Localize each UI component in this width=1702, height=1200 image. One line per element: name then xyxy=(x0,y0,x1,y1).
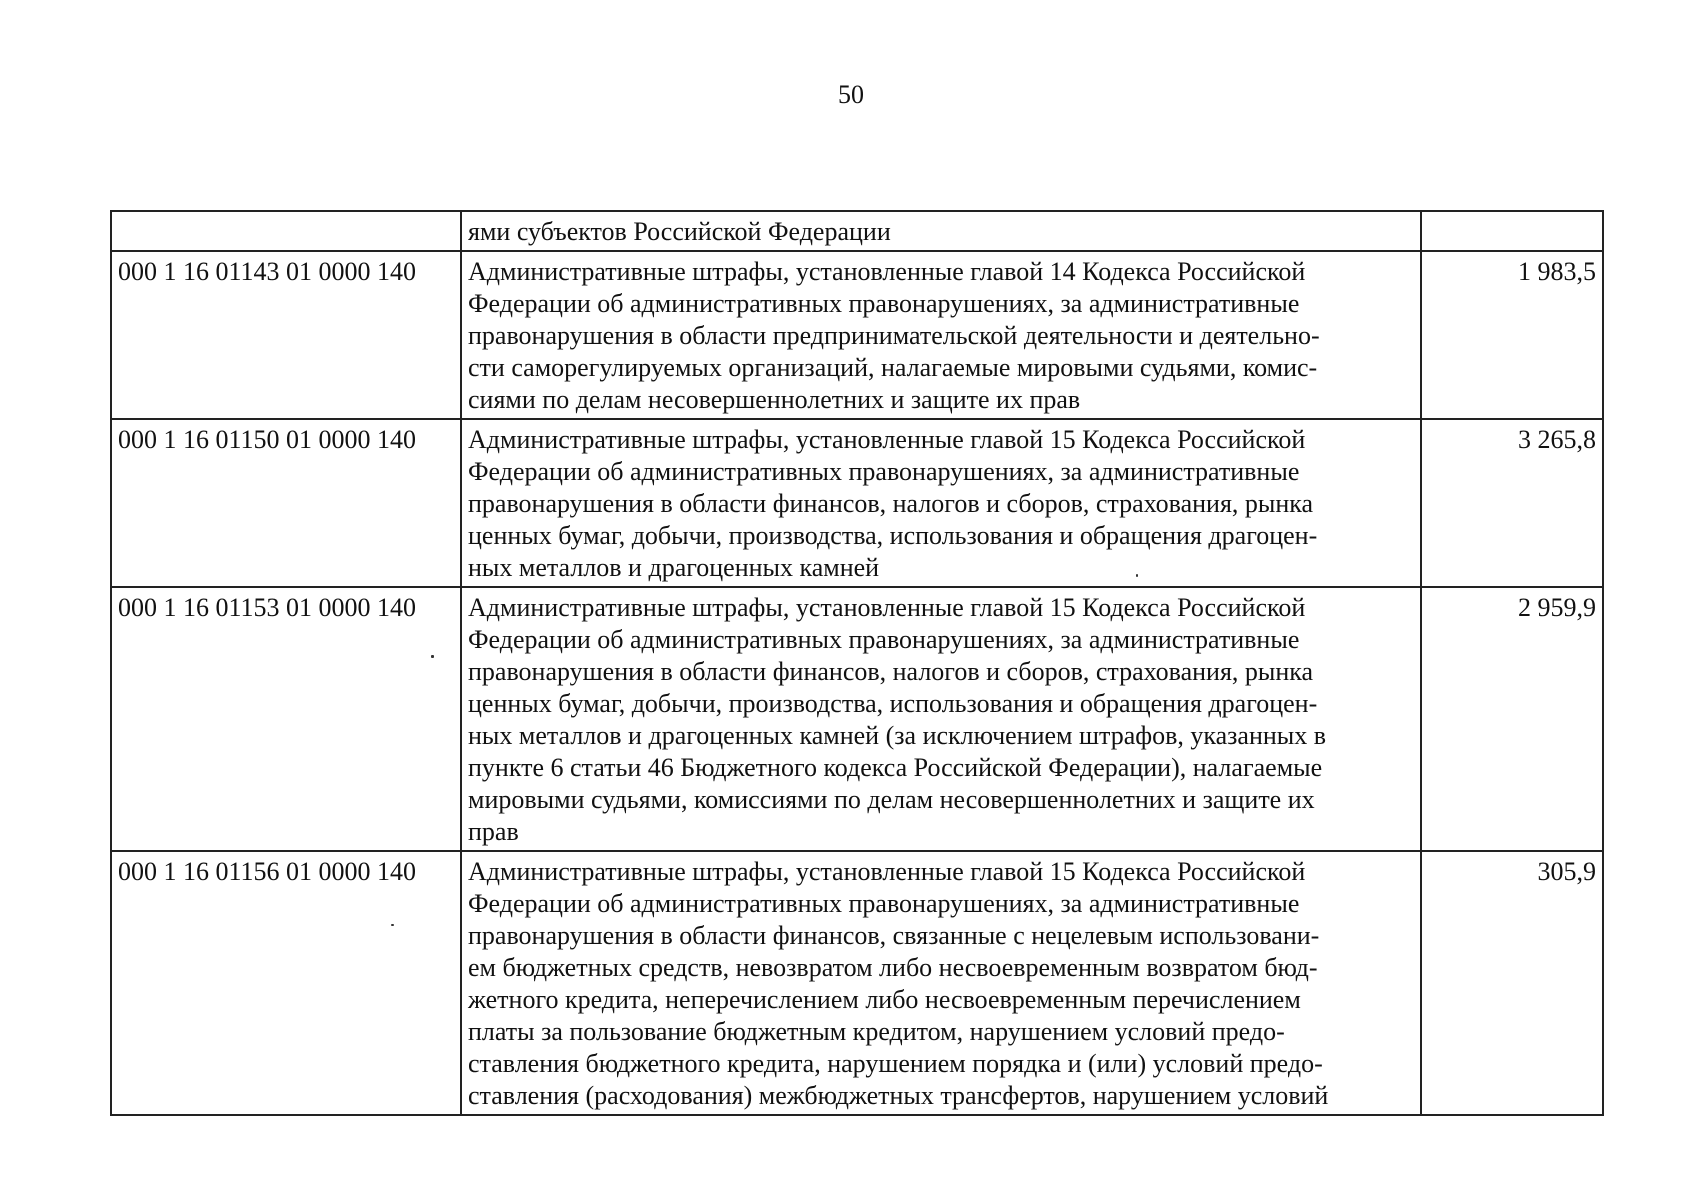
table-row xyxy=(111,419,1603,587)
table-row xyxy=(111,851,1603,1115)
budget-revenue-table xyxy=(110,210,1604,1116)
revenue-amount-cell: 1 983,5 xyxy=(1421,251,1603,419)
revenue-code-cell: 000 1 16 01156 01 0000 140 xyxy=(111,851,461,1115)
revenue-amount-cell: 3 265,8 xyxy=(1421,419,1603,587)
scan-speck xyxy=(1136,574,1138,577)
revenue-description-cell: ями субъектов Российской Федерации xyxy=(461,211,1421,251)
page-number: 50 xyxy=(838,80,864,109)
revenue-amount-cell xyxy=(1421,211,1603,251)
table-row xyxy=(111,251,1603,419)
revenue-amount-cell: 2 959,9 xyxy=(1421,587,1603,851)
table-row xyxy=(111,587,1603,851)
revenue-description-cell: Административные штрафы, установленные главой 15 Кодекса Российской Федерации об административных правонарушениях, за административные правонарушения в области финансов, связанные с нецелевым использовани- ем бюджетных средств, невозвратом либо несвоевременным возвратом бюд- жетного кредита, неперечислением либо несвоевременным перечислением платы за пользование бюджетным кредитом, нарушением условий предо- ставления бюджетного кредита, нарушением порядка и (или) условий предо- ставления (расходования) межбюджетных трансфертов, нарушением условий xyxy=(461,851,1421,1115)
revenue-code-cell: 000 1 16 01153 01 0000 140 xyxy=(111,587,461,851)
revenue-description-cell: Административные штрафы, установленные главой 14 Кодекса Российской Федерации об административных правонарушениях, за административные правонарушения в области предпринимательской деятельности и деятельно- сти саморегулируемых организаций, налагаемые мировыми судьями, комис- сиями по делам несовершеннолетних и защите их прав xyxy=(461,251,1421,419)
scan-speck xyxy=(431,655,434,658)
table-row-continuation xyxy=(111,211,1603,251)
revenue-description-cell: Административные штрафы, установленные главой 15 Кодекса Российской Федерации об административных правонарушениях, за административные правонарушения в области финансов, налогов и сборов, страхования, рынка ценных бумаг, добычи, производства, использования и обращения драгоцен- ных металлов и драгоценных камней (за исключением штрафов, указанных в пункте 6 статьи 46 Бюджетного кодекса Российской Федерации), налагаемые мировыми судьями, комиссиями по делам несовершеннолетних и защите их прав xyxy=(461,587,1421,851)
revenue-code-cell xyxy=(111,211,461,251)
revenue-code-cell: 000 1 16 01150 01 0000 140 xyxy=(111,419,461,587)
revenue-description-cell: Административные штрафы, установленные главой 15 Кодекса Российской Федерации об административных правонарушениях, за административные правонарушения в области финансов, налогов и сборов, страхования, рынка ценных бумаг, добычи, производства, использования и обращения драгоцен- ных металлов и драгоценных камней xyxy=(461,419,1421,587)
scan-speck xyxy=(391,924,394,926)
revenue-code-cell: 000 1 16 01143 01 0000 140 xyxy=(111,251,461,419)
revenue-amount-cell: 305,9 xyxy=(1421,851,1603,1115)
